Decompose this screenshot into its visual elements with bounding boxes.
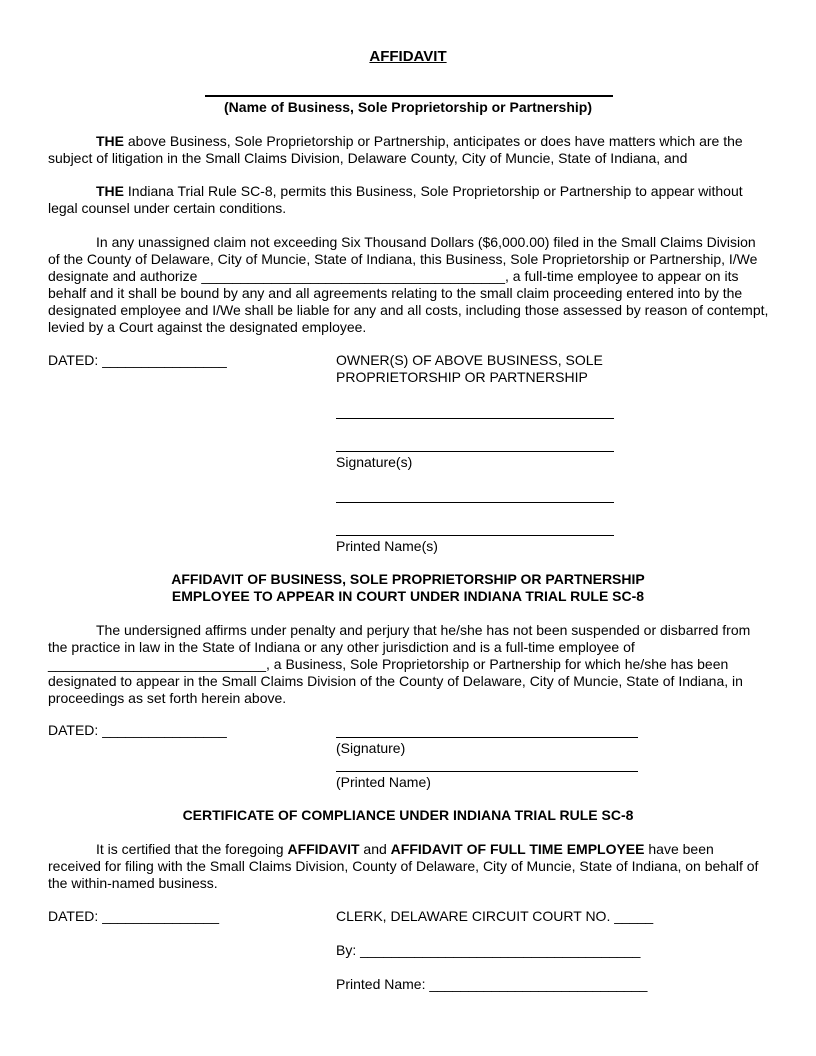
dated-field-1[interactable]: DATED: ________________ — [48, 352, 227, 368]
heading-2-line1: AFFIDAVIT OF BUSINESS, SOLE PROPRIETORSHIP OR PARTNERSHIP — [171, 571, 645, 587]
employee-signature-label: (Signature) — [336, 740, 406, 756]
para5-t1: It is certified that the foregoing — [96, 841, 288, 857]
signature-label: Signature(s) — [336, 454, 413, 470]
clerk-label[interactable]: CLERK, DELAWARE CIRCUIT COURT NO. _____ — [336, 908, 654, 924]
para5-b1: AFFIDAVIT — [287, 841, 360, 857]
document-title: AFFIDAVIT — [369, 48, 447, 65]
heading-3: CERTIFICATE OF COMPLIANCE UNDER INDIANA TRIAL RULE SC-8 — [182, 807, 634, 823]
employee-signature-line[interactable] — [336, 737, 638, 738]
owners-label-line1: OWNER(S) OF ABOVE BUSINESS, SOLE — [336, 352, 603, 368]
printed-name-line-1[interactable] — [336, 502, 614, 503]
para1-lead: THE — [96, 133, 124, 149]
paragraph-3 — [48, 234, 770, 336]
paragraph-4 — [48, 622, 770, 707]
clerk-printed-name-field[interactable]: Printed Name: ____________________________ — [336, 976, 648, 992]
para3-after: , a full-time employee to appear on its behalf and it shall be bound by any and all agreements relating to the small claim proceeding entered into by the designated employee and I/We shall be liable for any and all costs, including those assessed by reason of contempt, levied by a Court against the designated employee. — [48, 268, 769, 335]
para2-text: Indiana Trial Rule SC-8, permits this Business, Sole Proprietorship or Partnership to appear without legal counsel under certain conditions. — [48, 183, 743, 216]
clerk-by-field[interactable]: By: ____________________________________ — [336, 942, 641, 958]
paragraph-2 — [48, 183, 770, 217]
printed-name-line-2[interactable] — [336, 535, 614, 536]
business-name-line[interactable] — [205, 95, 613, 97]
employee-printed-name-line[interactable] — [336, 771, 638, 772]
para5-t3: have been received for filing with the Small Claims Division, County of Delaware, City of Muncie, State of Indiana, on behalf of the within-named business. — [48, 841, 759, 891]
owners-label-line2: PROPRIETORSHIP OR PARTNERSHIP — [336, 369, 588, 385]
employer-blank[interactable]: ____________________________ — [48, 656, 267, 672]
heading-2-line2: EMPLOYEE TO APPEAR IN COURT UNDER INDIANA TRIAL RULE SC-8 — [171, 588, 645, 604]
para2-lead: THE — [96, 183, 124, 199]
para4-before: The undersigned affirms under penalty and perjury that he/she has not been suspended or disbarred from the practice in law in the State of Indiana or any other jurisdiction and is a full-time employee of — [48, 622, 751, 655]
signature-line-1[interactable] — [336, 418, 614, 419]
para3-before: In any unassigned claim not exceeding Six Thousand Dollars ($6,000.00) filed in the Small Claims Division of the County of Delaware, City of Muncie, State of Indiana, this Business, Sole Proprietorship or Partnership, I/We designate and authorize — [48, 234, 758, 284]
para1-text: above Business, Sole Proprietorship or Partnership, anticipates or does have matters which are the subject of litigation in the Small Claims Division, Delaware County, City of Muncie, State of Indiana, and — [48, 133, 743, 166]
signature-line-2[interactable] — [336, 451, 614, 452]
dated-field-3[interactable]: DATED: _______________ — [48, 908, 219, 924]
para5-t2: and — [359, 841, 391, 857]
business-name-caption: (Name of Business, Sole Proprietorship or Partnership) — [224, 99, 592, 115]
para4-after: , a Business, Sole Proprietorship or Partnership for which he/she has been designated to appear in the Small Claims Division of the County of Delaware, City of Muncie, State of Indiana, in proceedings as set forth herein above. — [48, 656, 743, 706]
designee-blank[interactable]: _______________________________________ — [201, 268, 506, 284]
printed-names-label: Printed Name(s) — [336, 538, 438, 554]
paragraph-1 — [48, 133, 770, 167]
para5-b2: AFFIDAVIT OF FULL TIME EMPLOYEE — [390, 841, 645, 857]
paragraph-5 — [48, 841, 770, 892]
employee-printed-name-label: (Printed Name) — [336, 774, 431, 790]
dated-field-2[interactable]: DATED: ________________ — [48, 722, 227, 738]
